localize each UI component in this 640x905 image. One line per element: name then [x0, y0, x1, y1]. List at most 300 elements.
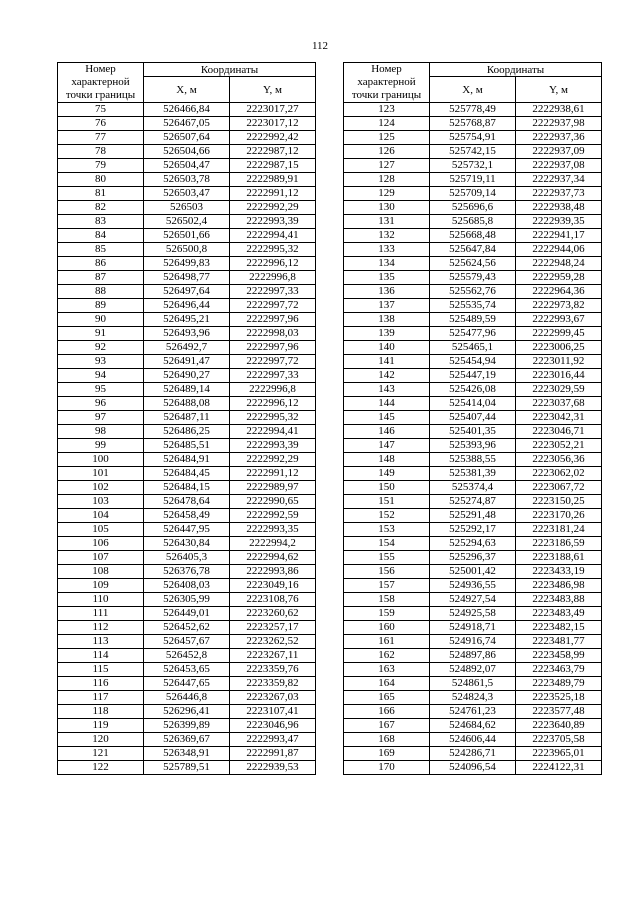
point-number-cell: 104 [58, 509, 144, 523]
x-coordinate-cell: 526504,66 [144, 145, 230, 159]
point-number-cell: 159 [344, 607, 430, 621]
y-coordinate-cell: 2222997,72 [230, 355, 316, 369]
x-coordinate-cell: 526497,64 [144, 285, 230, 299]
x-coordinate-cell: 526504,47 [144, 159, 230, 173]
x-coordinate-cell: 525388,55 [430, 453, 516, 467]
y-coordinate-cell: 2223458,99 [516, 649, 602, 663]
y-coordinate-cell: 2223006,25 [516, 341, 602, 355]
table-row [344, 495, 602, 509]
table-body-right [344, 103, 602, 775]
x-coordinate-cell: 526495,21 [144, 313, 230, 327]
table-row [58, 593, 316, 607]
table-row [58, 509, 316, 523]
y-coordinate-cell: 2223262,52 [230, 635, 316, 649]
x-coordinate-cell: 526486,25 [144, 425, 230, 439]
point-number-cell: 79 [58, 159, 144, 173]
table-row [344, 593, 602, 607]
point-number-cell: 167 [344, 719, 430, 733]
y-coordinate-cell: 2223046,96 [230, 719, 316, 733]
x-coordinate-cell: 526452,62 [144, 621, 230, 635]
point-number-cell: 89 [58, 299, 144, 313]
x-coordinate-cell: 526491,47 [144, 355, 230, 369]
table-row [58, 467, 316, 481]
table-row [58, 551, 316, 565]
y-coordinate-cell: 2222991,87 [230, 747, 316, 761]
point-number-cell: 115 [58, 663, 144, 677]
point-number-cell: 128 [344, 173, 430, 187]
y-coordinate-cell: 2222995,32 [230, 411, 316, 425]
point-number-cell: 157 [344, 579, 430, 593]
header-coordinates: Координаты [144, 63, 316, 77]
y-coordinate-cell: 2222939,35 [516, 215, 602, 229]
y-coordinate-cell: 2223483,49 [516, 607, 602, 621]
table-row [344, 551, 602, 565]
point-number-cell: 87 [58, 271, 144, 285]
x-coordinate-cell: 525624,56 [430, 257, 516, 271]
point-number-cell: 147 [344, 439, 430, 453]
y-coordinate-cell: 2222997,33 [230, 285, 316, 299]
x-coordinate-cell: 526457,67 [144, 635, 230, 649]
table-row [344, 145, 602, 159]
y-coordinate-cell: 2223062,02 [516, 467, 602, 481]
point-number-cell: 130 [344, 201, 430, 215]
table-row [58, 327, 316, 341]
point-number-cell: 142 [344, 369, 430, 383]
y-coordinate-cell: 2223359,82 [230, 677, 316, 691]
point-number-cell: 86 [58, 257, 144, 271]
point-number-cell: 114 [58, 649, 144, 663]
table-row [58, 411, 316, 425]
table-row [58, 397, 316, 411]
point-number-cell: 129 [344, 187, 430, 201]
point-number-cell: 152 [344, 509, 430, 523]
coordinates-table-right [343, 62, 602, 775]
point-number-cell: 111 [58, 607, 144, 621]
table-row [58, 355, 316, 369]
table-row [344, 187, 602, 201]
x-coordinate-cell: 525562,76 [430, 285, 516, 299]
point-number-cell: 125 [344, 131, 430, 145]
table-body-left [58, 103, 316, 775]
point-number-cell: 119 [58, 719, 144, 733]
y-coordinate-cell: 2222993,86 [230, 565, 316, 579]
x-coordinate-cell: 524761,23 [430, 705, 516, 719]
point-number-cell: 92 [58, 341, 144, 355]
table-row [58, 607, 316, 621]
x-coordinate-cell: 526492,7 [144, 341, 230, 355]
x-coordinate-cell: 525274,87 [430, 495, 516, 509]
table-row [58, 747, 316, 761]
point-number-cell: 96 [58, 397, 144, 411]
y-coordinate-cell: 2222973,82 [516, 299, 602, 313]
point-number-cell: 136 [344, 285, 430, 299]
y-coordinate-cell: 2223640,89 [516, 719, 602, 733]
y-coordinate-cell: 2223049,16 [230, 579, 316, 593]
table-row [344, 439, 602, 453]
header-x: X, м [144, 77, 230, 103]
x-coordinate-cell: 526488,08 [144, 397, 230, 411]
y-coordinate-cell: 2223042,31 [516, 411, 602, 425]
y-coordinate-cell: 2222996,8 [230, 271, 316, 285]
y-coordinate-cell: 2222937,73 [516, 187, 602, 201]
table-row [58, 159, 316, 173]
y-coordinate-cell: 2222941,17 [516, 229, 602, 243]
point-number-cell: 108 [58, 565, 144, 579]
y-coordinate-cell: 2223965,01 [516, 747, 602, 761]
y-coordinate-cell: 2223017,12 [230, 117, 316, 131]
x-coordinate-cell: 526496,44 [144, 299, 230, 313]
table-row [344, 103, 602, 117]
point-number-cell: 102 [58, 481, 144, 495]
point-number-cell: 76 [58, 117, 144, 131]
point-number-cell: 88 [58, 285, 144, 299]
y-coordinate-cell: 2223056,36 [516, 453, 602, 467]
y-coordinate-cell: 2222997,96 [230, 341, 316, 355]
x-coordinate-cell: 525579,43 [430, 271, 516, 285]
point-number-cell: 109 [58, 579, 144, 593]
point-number-cell: 139 [344, 327, 430, 341]
table-row [344, 285, 602, 299]
point-number-cell: 150 [344, 481, 430, 495]
point-number-cell: 160 [344, 621, 430, 635]
point-number-cell: 122 [58, 761, 144, 775]
point-number-cell: 154 [344, 537, 430, 551]
y-coordinate-cell: 2223170,26 [516, 509, 602, 523]
point-number-cell: 94 [58, 369, 144, 383]
x-coordinate-cell: 526493,96 [144, 327, 230, 341]
y-coordinate-cell: 2223481,77 [516, 635, 602, 649]
x-coordinate-cell: 526408,03 [144, 579, 230, 593]
y-coordinate-cell: 2222999,45 [516, 327, 602, 341]
point-number-cell: 137 [344, 299, 430, 313]
x-coordinate-cell: 525668,48 [430, 229, 516, 243]
x-coordinate-cell: 525296,37 [430, 551, 516, 565]
table-row [344, 173, 602, 187]
x-coordinate-cell: 525374,4 [430, 481, 516, 495]
y-coordinate-cell: 2222992,29 [230, 201, 316, 215]
point-number-cell: 83 [58, 215, 144, 229]
table-row [58, 243, 316, 257]
point-number-cell: 107 [58, 551, 144, 565]
point-number-cell: 120 [58, 733, 144, 747]
y-coordinate-cell: 2223037,68 [516, 397, 602, 411]
point-number-cell: 166 [344, 705, 430, 719]
y-coordinate-cell: 2222996,12 [230, 257, 316, 271]
y-coordinate-cell: 2223489,79 [516, 677, 602, 691]
x-coordinate-cell: 526405,3 [144, 551, 230, 565]
x-coordinate-cell: 525401,35 [430, 425, 516, 439]
x-coordinate-cell: 524096,54 [430, 761, 516, 775]
x-coordinate-cell: 526485,51 [144, 439, 230, 453]
table-row [344, 579, 602, 593]
x-coordinate-cell: 525291,48 [430, 509, 516, 523]
x-coordinate-cell: 526489,14 [144, 383, 230, 397]
y-coordinate-cell: 2223267,03 [230, 691, 316, 705]
table-row [58, 341, 316, 355]
y-coordinate-cell: 2223186,59 [516, 537, 602, 551]
x-coordinate-cell: 525001,42 [430, 565, 516, 579]
point-number-cell: 156 [344, 565, 430, 579]
point-number-cell: 118 [58, 705, 144, 719]
x-coordinate-cell: 526447,65 [144, 677, 230, 691]
table-row [344, 719, 602, 733]
y-coordinate-cell: 2223029,59 [516, 383, 602, 397]
table-row [58, 733, 316, 747]
y-coordinate-cell: 2222997,72 [230, 299, 316, 313]
point-number-cell: 80 [58, 173, 144, 187]
header-point-number: Номер характерной точки границы [344, 63, 430, 103]
table-row [58, 229, 316, 243]
y-coordinate-cell: 2222991,12 [230, 187, 316, 201]
y-coordinate-cell: 2223359,76 [230, 663, 316, 677]
x-coordinate-cell: 526502,4 [144, 215, 230, 229]
table-row [344, 509, 602, 523]
point-number-cell: 135 [344, 271, 430, 285]
point-number-cell: 132 [344, 229, 430, 243]
x-coordinate-cell: 524824,3 [430, 691, 516, 705]
y-coordinate-cell: 2223016,44 [516, 369, 602, 383]
table-row [58, 635, 316, 649]
x-coordinate-cell: 525489,59 [430, 313, 516, 327]
table-row [58, 439, 316, 453]
x-coordinate-cell: 524861,5 [430, 677, 516, 691]
table-row [58, 299, 316, 313]
point-number-cell: 101 [58, 467, 144, 481]
table-row [58, 705, 316, 719]
x-coordinate-cell: 525732,1 [430, 159, 516, 173]
x-coordinate-cell: 525535,74 [430, 299, 516, 313]
table-row [58, 145, 316, 159]
point-number-cell: 75 [58, 103, 144, 117]
x-coordinate-cell: 525381,39 [430, 467, 516, 481]
x-coordinate-cell: 525426,08 [430, 383, 516, 397]
page-number: 112 [311, 40, 329, 52]
point-number-cell: 153 [344, 523, 430, 537]
table-row [344, 677, 602, 691]
point-number-cell: 146 [344, 425, 430, 439]
y-coordinate-cell: 2222989,97 [230, 481, 316, 495]
point-number-cell: 161 [344, 635, 430, 649]
y-coordinate-cell: 2222992,59 [230, 509, 316, 523]
point-number-cell: 117 [58, 691, 144, 705]
table-row [344, 635, 602, 649]
y-coordinate-cell: 2222948,24 [516, 257, 602, 271]
table-row [344, 159, 602, 173]
x-coordinate-cell: 526399,89 [144, 719, 230, 733]
y-coordinate-cell: 2223257,17 [230, 621, 316, 635]
x-coordinate-cell: 526376,78 [144, 565, 230, 579]
y-coordinate-cell: 2222991,12 [230, 467, 316, 481]
table-row [58, 523, 316, 537]
x-coordinate-cell: 525454,94 [430, 355, 516, 369]
table-row [344, 257, 602, 271]
table-row [344, 341, 602, 355]
table-row [344, 537, 602, 551]
table-row [58, 201, 316, 215]
y-coordinate-cell: 2223046,71 [516, 425, 602, 439]
y-coordinate-cell: 2222937,08 [516, 159, 602, 173]
point-number-cell: 90 [58, 313, 144, 327]
table-row [58, 719, 316, 733]
x-coordinate-cell: 525647,84 [430, 243, 516, 257]
table-row [344, 117, 602, 131]
table-row [58, 565, 316, 579]
y-coordinate-cell: 2222992,29 [230, 453, 316, 467]
point-number-cell: 91 [58, 327, 144, 341]
table-row [58, 691, 316, 705]
table-row [58, 103, 316, 117]
point-number-cell: 138 [344, 313, 430, 327]
x-coordinate-cell: 526503,47 [144, 187, 230, 201]
point-number-cell: 100 [58, 453, 144, 467]
x-coordinate-cell: 525719,11 [430, 173, 516, 187]
y-coordinate-cell: 2222993,47 [230, 733, 316, 747]
y-coordinate-cell: 2223482,15 [516, 621, 602, 635]
x-coordinate-cell: 526503,78 [144, 173, 230, 187]
y-coordinate-cell: 2223260,62 [230, 607, 316, 621]
point-number-cell: 145 [344, 411, 430, 425]
x-coordinate-cell: 524925,58 [430, 607, 516, 621]
point-number-cell: 95 [58, 383, 144, 397]
y-coordinate-cell: 2223052,21 [516, 439, 602, 453]
y-coordinate-cell: 2222994,41 [230, 425, 316, 439]
table-row [344, 761, 602, 775]
y-coordinate-cell: 2223267,11 [230, 649, 316, 663]
y-coordinate-cell: 2222944,06 [516, 243, 602, 257]
point-number-cell: 141 [344, 355, 430, 369]
point-number-cell: 144 [344, 397, 430, 411]
x-coordinate-cell: 524606,44 [430, 733, 516, 747]
point-number-cell: 155 [344, 551, 430, 565]
table-row [58, 579, 316, 593]
y-coordinate-cell: 2222998,03 [230, 327, 316, 341]
y-coordinate-cell: 2223011,92 [516, 355, 602, 369]
point-number-cell: 116 [58, 677, 144, 691]
table-row [58, 313, 316, 327]
y-coordinate-cell: 2222987,12 [230, 145, 316, 159]
x-coordinate-cell: 526484,15 [144, 481, 230, 495]
point-number-cell: 78 [58, 145, 144, 159]
y-coordinate-cell: 2222938,61 [516, 103, 602, 117]
y-coordinate-cell: 2222993,39 [230, 439, 316, 453]
x-coordinate-cell: 526500,8 [144, 243, 230, 257]
x-coordinate-cell: 525754,91 [430, 131, 516, 145]
y-coordinate-cell: 2222937,98 [516, 117, 602, 131]
point-number-cell: 126 [344, 145, 430, 159]
x-coordinate-cell: 525292,17 [430, 523, 516, 537]
table-row [58, 271, 316, 285]
x-coordinate-cell: 524892,07 [430, 663, 516, 677]
table-row [344, 453, 602, 467]
header-y: Y, м [516, 77, 602, 103]
x-coordinate-cell: 526430,84 [144, 537, 230, 551]
x-coordinate-cell: 524936,55 [430, 579, 516, 593]
point-number-cell: 162 [344, 649, 430, 663]
y-coordinate-cell: 2222996,12 [230, 397, 316, 411]
point-number-cell: 98 [58, 425, 144, 439]
point-number-cell: 81 [58, 187, 144, 201]
y-coordinate-cell: 2223067,72 [516, 481, 602, 495]
x-coordinate-cell: 526446,8 [144, 691, 230, 705]
point-number-cell: 134 [344, 257, 430, 271]
x-coordinate-cell: 525447,19 [430, 369, 516, 383]
x-coordinate-cell: 526449,01 [144, 607, 230, 621]
x-coordinate-cell: 526458,49 [144, 509, 230, 523]
point-number-cell: 99 [58, 439, 144, 453]
x-coordinate-cell: 525465,1 [430, 341, 516, 355]
header-y: Y, м [230, 77, 316, 103]
y-coordinate-cell: 2222993,67 [516, 313, 602, 327]
x-coordinate-cell: 524897,86 [430, 649, 516, 663]
table-row [58, 649, 316, 663]
x-coordinate-cell: 526490,27 [144, 369, 230, 383]
table-row [344, 215, 602, 229]
table-row [344, 313, 602, 327]
table-row [58, 761, 316, 775]
point-number-cell: 97 [58, 411, 144, 425]
point-number-cell: 143 [344, 383, 430, 397]
point-number-cell: 168 [344, 733, 430, 747]
table-row [344, 201, 602, 215]
table-row [58, 537, 316, 551]
table-row [58, 257, 316, 271]
table-row [344, 243, 602, 257]
point-number-cell: 112 [58, 621, 144, 635]
table-row [58, 425, 316, 439]
table-row [344, 467, 602, 481]
table-row [344, 565, 602, 579]
x-coordinate-cell: 526507,64 [144, 131, 230, 145]
table-row [58, 621, 316, 635]
point-number-cell: 106 [58, 537, 144, 551]
table-row [344, 621, 602, 635]
point-number-cell: 131 [344, 215, 430, 229]
table-row [344, 131, 602, 145]
point-number-cell: 169 [344, 747, 430, 761]
x-coordinate-cell: 525696,6 [430, 201, 516, 215]
x-coordinate-cell: 524927,54 [430, 593, 516, 607]
point-number-cell: 170 [344, 761, 430, 775]
x-coordinate-cell: 526484,45 [144, 467, 230, 481]
x-coordinate-cell: 525477,96 [430, 327, 516, 341]
y-coordinate-cell: 2222989,91 [230, 173, 316, 187]
y-coordinate-cell: 2222992,42 [230, 131, 316, 145]
point-number-cell: 165 [344, 691, 430, 705]
table-row [58, 495, 316, 509]
y-coordinate-cell: 2223017,27 [230, 103, 316, 117]
point-number-cell: 149 [344, 467, 430, 481]
table-row [344, 747, 602, 761]
y-coordinate-cell: 2222937,36 [516, 131, 602, 145]
x-coordinate-cell: 526499,83 [144, 257, 230, 271]
point-number-cell: 158 [344, 593, 430, 607]
y-coordinate-cell: 2222997,96 [230, 313, 316, 327]
table-row [344, 425, 602, 439]
x-coordinate-cell: 525709,14 [430, 187, 516, 201]
table-row [58, 187, 316, 201]
header-point-number: Номер характерной точки границы [58, 63, 144, 103]
point-number-cell: 163 [344, 663, 430, 677]
y-coordinate-cell: 2223181,24 [516, 523, 602, 537]
x-coordinate-cell: 524286,71 [430, 747, 516, 761]
y-coordinate-cell: 2223150,25 [516, 495, 602, 509]
header-x: X, м [430, 77, 516, 103]
table-row [58, 677, 316, 691]
y-coordinate-cell: 2222996,8 [230, 383, 316, 397]
table-row [344, 271, 602, 285]
y-coordinate-cell: 2222993,35 [230, 523, 316, 537]
x-coordinate-cell: 524684,62 [430, 719, 516, 733]
